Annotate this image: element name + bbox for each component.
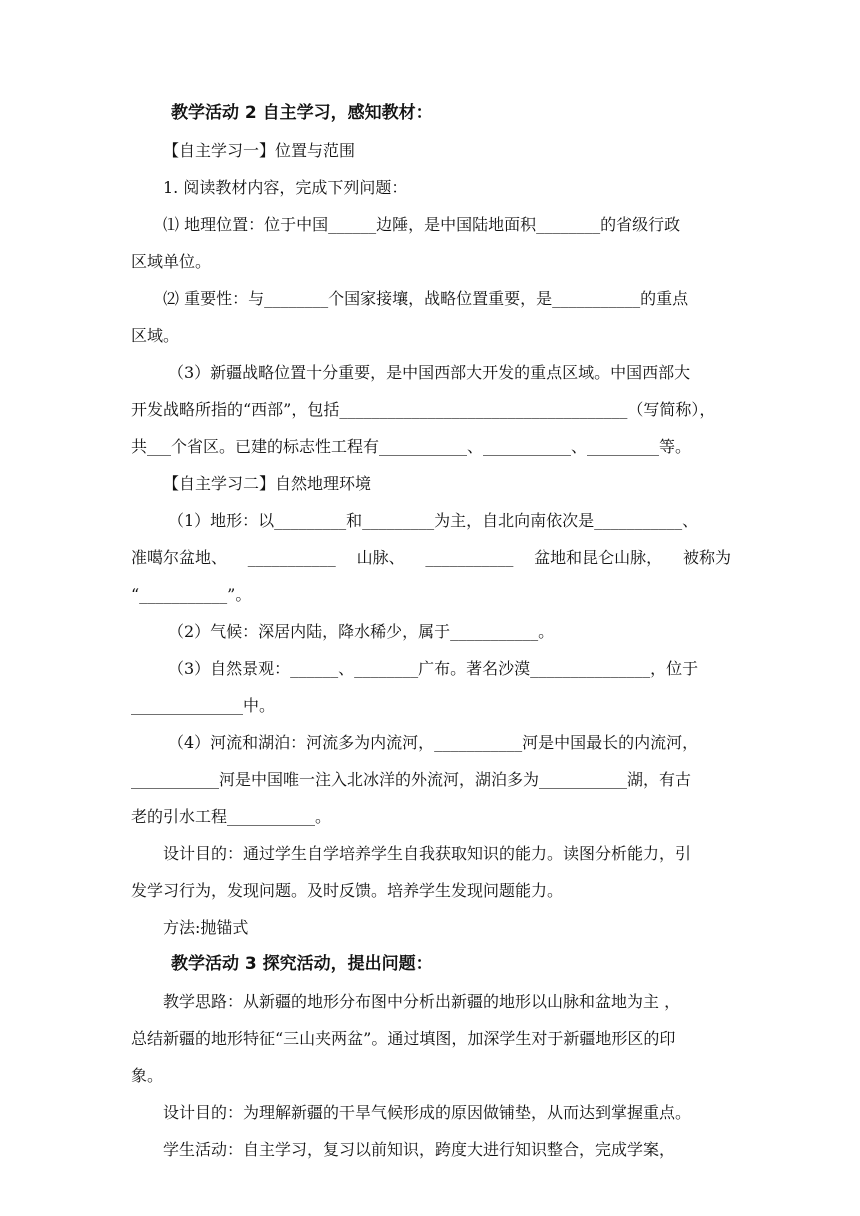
n1-line2 xyxy=(131,539,731,576)
n1-seg: 被称为 xyxy=(682,548,731,567)
idea-line1: 教学思路：从新疆的地形分布图中分析出新疆的地形以山脉和盆地为主 ， xyxy=(163,992,681,1011)
q3-line2: 开发战略所指的“西部”，包括____________________________________（写简称）， xyxy=(131,400,716,419)
n2-line: （2）气候：深居内陆，降水稀少，属于___________。 xyxy=(168,622,555,641)
design1-line2: 发学习行为，发现问题。及时反馈。培养学生发现问题能力。 xyxy=(131,881,564,900)
n1-line1: （1）地形：以_________和_________为主，自北向南依次是___________、 xyxy=(168,511,699,530)
n4-line1: （4）河流和湖泊：河流多为内流河，___________河是中国最长的内流河， xyxy=(168,733,699,752)
q2-line1: ⑵ 重要性：与________个国家接壤，战略位置重要，是___________的重点 xyxy=(163,289,689,308)
activity3-heading: 教学活动 3 探究活动，提出问题： xyxy=(171,954,433,974)
q3-line1: （3）新疆战略位置十分重要，是中国西部大开发的重点区域。中国西部大 xyxy=(168,363,691,382)
n1-seg: ___________ xyxy=(247,548,336,567)
n4-line3: 老的引水工程___________。 xyxy=(131,807,332,826)
idea-line2: 总结新疆的地形特征“三山夹两盆”。通过填图，加深学生对于新疆地形区的印 xyxy=(131,1029,676,1048)
document-page xyxy=(131,95,731,1168)
q1-line1: ⑴ 地理位置：位于中国______边陲，是中国陆地面积________的省级行政 xyxy=(163,215,681,234)
n1-seg: 山脉、 xyxy=(356,548,405,567)
n1-seg: 准噶尔盆地、 xyxy=(131,548,228,567)
q3-line3: 共___个省区。已建的标志性工程有___________、___________、_________等。 xyxy=(131,437,692,456)
n3-line2: ______________中。 xyxy=(131,696,276,715)
method-line: 方法:抛锚式 xyxy=(163,918,249,937)
n3-line1: （3）自然景观：______、________广布。著名沙漠_______________，位于 xyxy=(168,659,699,678)
q2-line2: 区域。 xyxy=(131,326,180,345)
study2-title: 【自主学习二】自然地理环境 xyxy=(163,474,372,493)
design1-line1: 设计目的：通过学生自学培养学生自我获取知识的能力。读图分析能力，引 xyxy=(163,844,692,863)
idea-line3: 象。 xyxy=(131,1066,164,1085)
n1-seg: 盆地和昆仑山脉， xyxy=(534,548,663,567)
design2-line: 设计目的：为理解新疆的干旱气候形成的原因做铺垫，从而达到掌握重点。 xyxy=(163,1103,692,1122)
activity2-heading: 教学活动 2 自主学习，感知教材： xyxy=(171,103,433,123)
n4-line2: ___________河是中国唯一注入北冰洋的外流河，湖泊多为___________湖，有古 xyxy=(131,770,692,789)
n1-seg: ___________ xyxy=(425,548,514,567)
q1-line2: 区域单位。 xyxy=(131,252,212,271)
n1-line3: “___________”。 xyxy=(131,585,252,604)
study1-title: 【自主学习一】位置与范围 xyxy=(163,141,356,160)
student-line: 学生活动：自主学习，复习以前知识，跨度大进行知识整合，完成学案， xyxy=(163,1140,676,1159)
study1-question: 1. 阅读教材内容，完成下列问题： xyxy=(163,178,408,197)
